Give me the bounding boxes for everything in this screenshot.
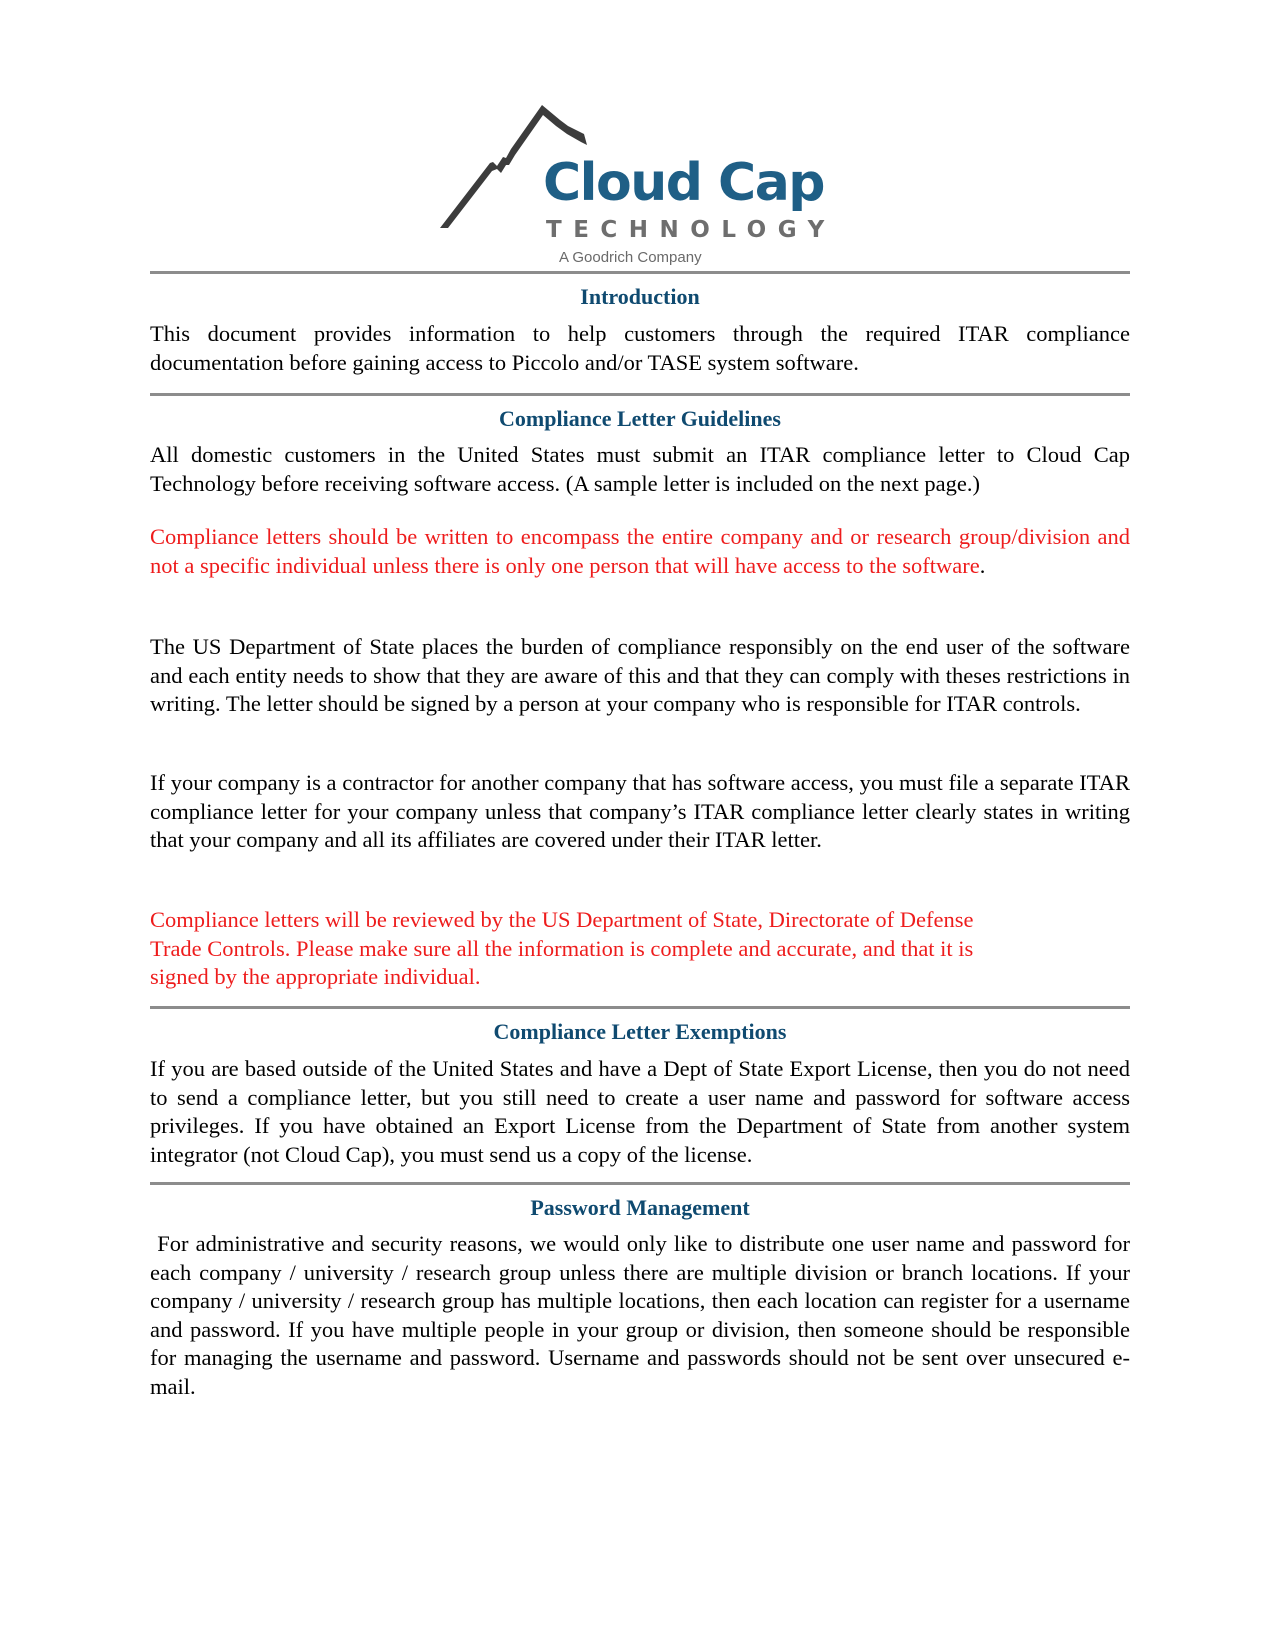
logo-subtitle: TECHNOLOGY <box>546 217 836 243</box>
section-divider <box>150 393 1130 396</box>
introduction-paragraph: This document provides information to help customers through the required ITAR compliance documentation before gaining access to Piccolo and/or TASE system software. <box>150 321 1130 375</box>
section-divider <box>150 1006 1130 1009</box>
guidelines-paragraph-3: The US Department of State places the burden of compliance responsibly on the end user of the software and each entity needs to show that they are aware of this and that they can comply with theses restrictions in writing. The letter should be signed by a person at your company who is responsible for ITAR controls. <box>150 634 1130 717</box>
company-logo <box>440 105 836 270</box>
logo-tagline: A Goodrich Company <box>559 249 702 266</box>
password-heading: Password Management <box>530 1195 750 1220</box>
guidelines-paragraph-5-line-1: Compliance letters will be reviewed by the US Department of State, Directorate of Defense <box>150 907 974 932</box>
guidelines-paragraph-1: All domestic customers in the United States must submit an ITAR compliance letter to Cloud Cap Technology before receiving software access. (A sample letter is included on the next page.) <box>150 442 1130 496</box>
guidelines-paragraph-5 <box>150 906 1130 992</box>
guidelines-paragraph-5-line-3: signed by the appropriate individual. <box>150 964 481 990</box>
guidelines-paragraph-2 <box>150 523 1130 580</box>
introduction-heading: Introduction <box>580 284 700 309</box>
guidelines-paragraph-5-line-2: Trade Controls. Please make sure all the information is complete and accurate, and that it is <box>150 935 974 961</box>
exemptions-heading: Compliance Letter Exemptions <box>493 1019 787 1044</box>
guidelines-paragraph-2-text: Compliance letters should be written to encompass the entire company and or research group/division and not a specific individual unless there is only one person that will have access to the software <box>150 524 1130 578</box>
password-paragraph: For administrative and security reasons, we would only like to distribute one user name and password for each company / university / research group unless there are multiple division or branch locations. If your company / university / research group has multiple locations, then each location can register for a username and password. If you have multiple people in your group or division, then someone should be responsible for managing the username and password. Username and passwords should not be sent over unsecured e-mail. <box>150 1231 1136 1399</box>
logo-wordmark: Cloud Cap <box>543 153 825 213</box>
guidelines-paragraph-4: If your company is a contractor for another company that has software access, you must file a separate ITAR compliance letter for your company unless that company’s ITAR compliance letter clearly states in writing that your company and all its affiliates are covered under their ITAR letter. <box>150 770 1130 853</box>
guidelines-paragraph-2-period: . <box>979 552 986 578</box>
section-divider <box>150 271 1130 274</box>
exemptions-paragraph: If you are based outside of the United States and have a Dept of State Export License, then you do not need to send a compliance letter, but you still need to create a user name and password for software access privileges. If you have obtained an Export License from the Department of State from another system integrator (not Cloud Cap), you must send us a copy of the license. <box>150 1056 1130 1167</box>
section-divider <box>150 1182 1130 1185</box>
guidelines-heading: Compliance Letter Guidelines <box>499 406 781 431</box>
